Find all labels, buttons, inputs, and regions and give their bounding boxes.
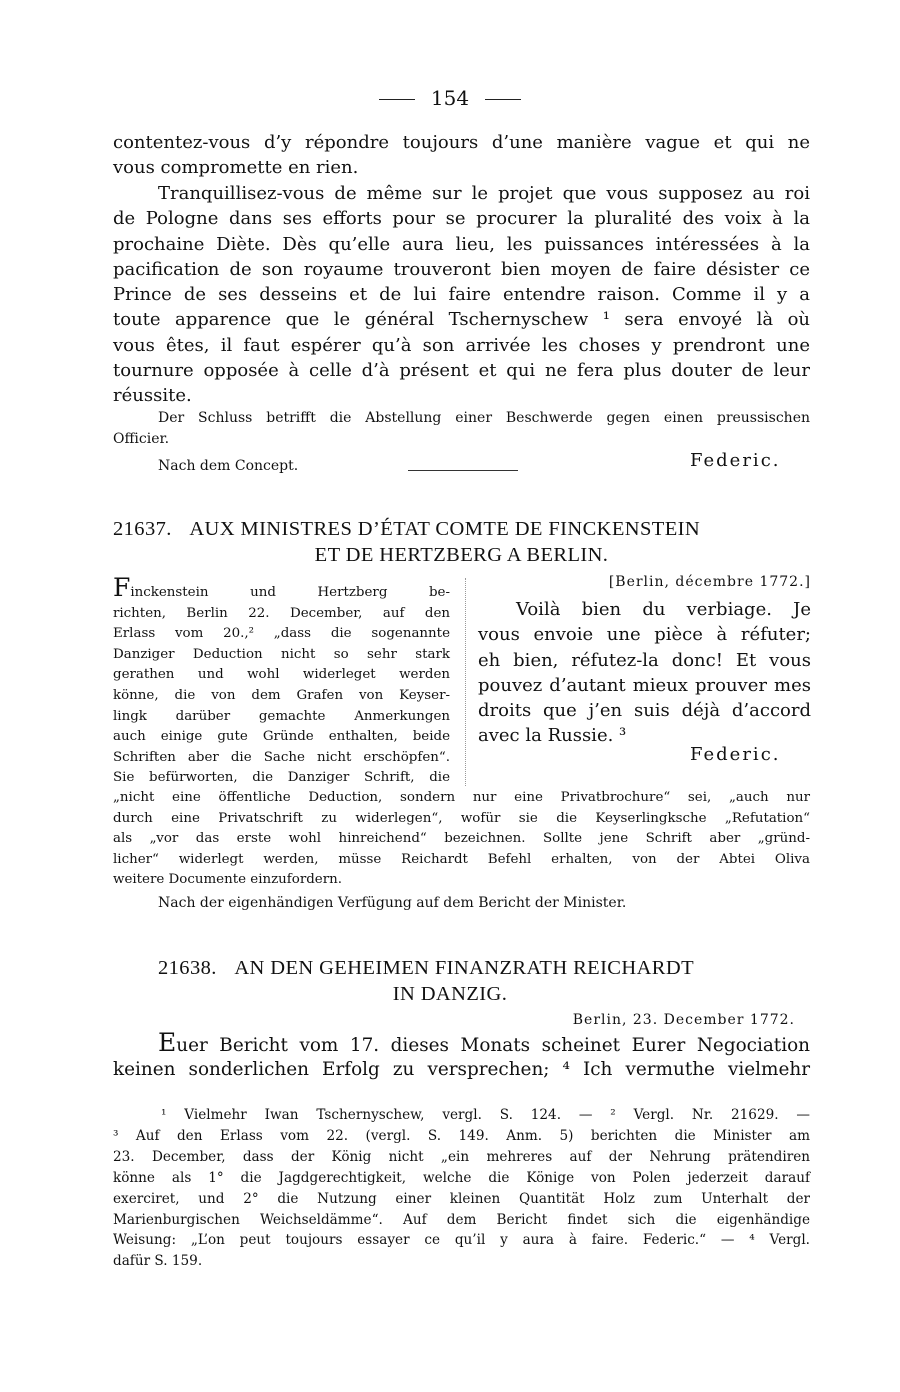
text-line: richten, Berlin 22. December, auf den: [113, 605, 450, 621]
document-heading-line2: IN DANZIG.: [392, 983, 508, 1005]
text-line: Der Schluss betrifft die Abstellung einer Beschwerde gegen einen preussischen: [158, 410, 810, 426]
text-line: weitere Documente einzufordern.: [113, 872, 342, 888]
text-line: toute apparence que le général Tschernyschew ¹ sera envoyé là où: [113, 309, 810, 331]
header-dash-left: [379, 99, 415, 100]
text-line: vous envoie une pièce à réfuter;: [478, 624, 811, 646]
text-line: gerathen und wohl widerleget werden: [113, 667, 450, 683]
text-line: Schriften aber die Sache nicht erschöpfen“.: [113, 749, 450, 765]
text-line: vous êtes, il faut espérer qu’à son arrivée les choses y prendront une: [113, 334, 810, 356]
text-line: de Pologne dans ses efforts pour se procurer la pluralité des voix à la: [113, 208, 810, 230]
text-line: [113, 573, 450, 604]
text-span: inckenstein und Hertzberg be-: [130, 585, 450, 600]
text-line: avec la Russie. ³: [478, 725, 627, 747]
document-title: AUX MINISTRES D’ÉTAT COMTE DE FINCKENSTEIN: [189, 518, 701, 540]
header-dash-right: [485, 99, 521, 100]
footnote-line: Marienburgischen Weichseldämme“. Auf dem Bericht findet sich die eigenhändige: [113, 1211, 810, 1228]
drop-cap: F: [113, 573, 131, 602]
text-line: prochaine Diète. Dès qu’elle aura lieu, les puissances intéressées à la: [113, 233, 810, 255]
right-column: [478, 572, 811, 749]
intro-paragraph-2: [113, 181, 810, 409]
text-line: Voilà bien du verbiage. Je: [516, 599, 811, 620]
source-note: Nach der eigenhändigen Verfügung auf dem Bericht der Minister.: [158, 895, 627, 911]
footnote-line: 23. December, dass der König nicht „ein mehreres auf der Nehrung prätendiren: [113, 1148, 810, 1165]
text-line: auch einige gute Gründe enthalten, beide: [113, 729, 450, 745]
text-line: Danziger Deduction nicht so sehr stark: [113, 646, 450, 662]
footnote-line: exerciret, und 2° die Nutzung einer kleinen Quantität Holz zum Unterhalt der: [113, 1190, 810, 1207]
text-line: droits que j’en suis déjà d’accord: [478, 700, 811, 722]
text-line: réussite.: [113, 385, 192, 407]
footnote-line: Weisung: „L’on peut toujours essayer ce qu’il y aura à faire. Federic.“ — ⁴ Vergl.: [113, 1232, 810, 1249]
text-line: als „vor das erste wohl hinreichend“ bezeichnen. Sollte jene Schrift aber „gründ-: [113, 831, 810, 847]
left-column: [113, 573, 450, 789]
footnote-line: ¹ Vielmehr Iwan Tschernyschew, vergl. S. 124. — ² Vergl. Nr. 21629. —: [161, 1107, 810, 1123]
text-span: uer Bericht vom 17. dieses Monats scheinet Eurer Negociation: [176, 1035, 810, 1056]
editorial-note: [113, 408, 810, 450]
document-heading-line2: ET DE HERTZBERG A BERLIN.: [314, 544, 609, 566]
footnote-line: könne als 1° die Jagdgerechtigkeit, welche die Könige von Polen jederzeit darauf: [113, 1169, 810, 1186]
signature: Federic.: [690, 744, 781, 765]
text-line: Prince de ses desseins et de lui faire entendre raison. Comme il y a: [113, 284, 810, 306]
text-line: pouvez d’autant mieux prouver mes: [478, 674, 811, 696]
text-line: eh bien, réfutez-la donc! Et vous: [478, 649, 811, 671]
letter-body: [158, 1030, 810, 1058]
footnote-line: ³ Auf den Erlass vom 22. (vergl. S. 149. Anm. 5) berichten die Minister am: [113, 1127, 810, 1144]
text-line: „nicht eine öffentliche Deduction, sondern nur eine Privatbrochure“ sei, „auch nur: [113, 790, 810, 805]
text-line: durch eine Privatschrift zu widerlegen“, wofür sie die Keyserlingksche „Refutation“: [113, 810, 810, 826]
text-line: contentez-vous d’y répondre toujours d’une manière vague et qui ne: [113, 132, 810, 153]
text-line: licher“ widerlegt werden, müsse Reichardt Befehl erhalten, von der Abtei Oliva: [113, 851, 810, 867]
text-line: keinen sonderlichen Erfolg zu versprechen; ⁴ Ich vermuthe vielmehr: [113, 1059, 810, 1080]
document-title: AN DEN GEHEIMEN FINANZRATH REICHARDT: [234, 957, 694, 979]
text-line: Officier.: [113, 431, 170, 447]
text-line: pacification de son royaume trouveront bien moyen de faire désister ce: [113, 258, 810, 280]
text-line: Tranquillisez-vous de même sur le projet que vous supposez au roi: [158, 183, 810, 204]
signature: Federic.: [690, 450, 781, 471]
document-heading: [113, 517, 810, 542]
date-line: [113, 1010, 795, 1031]
document-number: 21638.: [158, 957, 217, 979]
page-number: 154: [430, 86, 470, 110]
text-line: [158, 1030, 810, 1058]
text-line: Erlass vom 20.,² „dass die sogenannte: [113, 626, 450, 642]
page-header: [0, 86, 900, 110]
drop-cap: E: [158, 1028, 177, 1057]
separator-rule: [408, 470, 518, 471]
column-divider: [465, 578, 466, 786]
footnote-line: dafür S. 159.: [113, 1253, 203, 1270]
source-note: Nach dem Concept.: [158, 458, 299, 474]
continuation-text: [113, 788, 810, 891]
document-number: 21637.: [113, 518, 172, 540]
text-line: tournure opposée à celle d’à présent et qui ne fera plus douter de leur: [113, 360, 810, 382]
intro-paragraph-1: [113, 130, 810, 181]
date-line: [Berlin, décembre 1772.]: [608, 574, 811, 590]
text-line: lingk darüber gemachte Anmerkungen: [113, 708, 450, 724]
document-heading: [158, 956, 818, 981]
text-line: könne, die von dem Grafen von Keyser-: [113, 687, 450, 703]
date-text: Berlin, 23. December 1772.: [572, 1012, 795, 1028]
letter-body-line2: [113, 1057, 810, 1082]
text-line: vous compromette en rien.: [113, 157, 359, 179]
footnotes: [113, 1105, 810, 1272]
text-line: Sie befürworten, die Danziger Schrift, die: [113, 770, 450, 786]
